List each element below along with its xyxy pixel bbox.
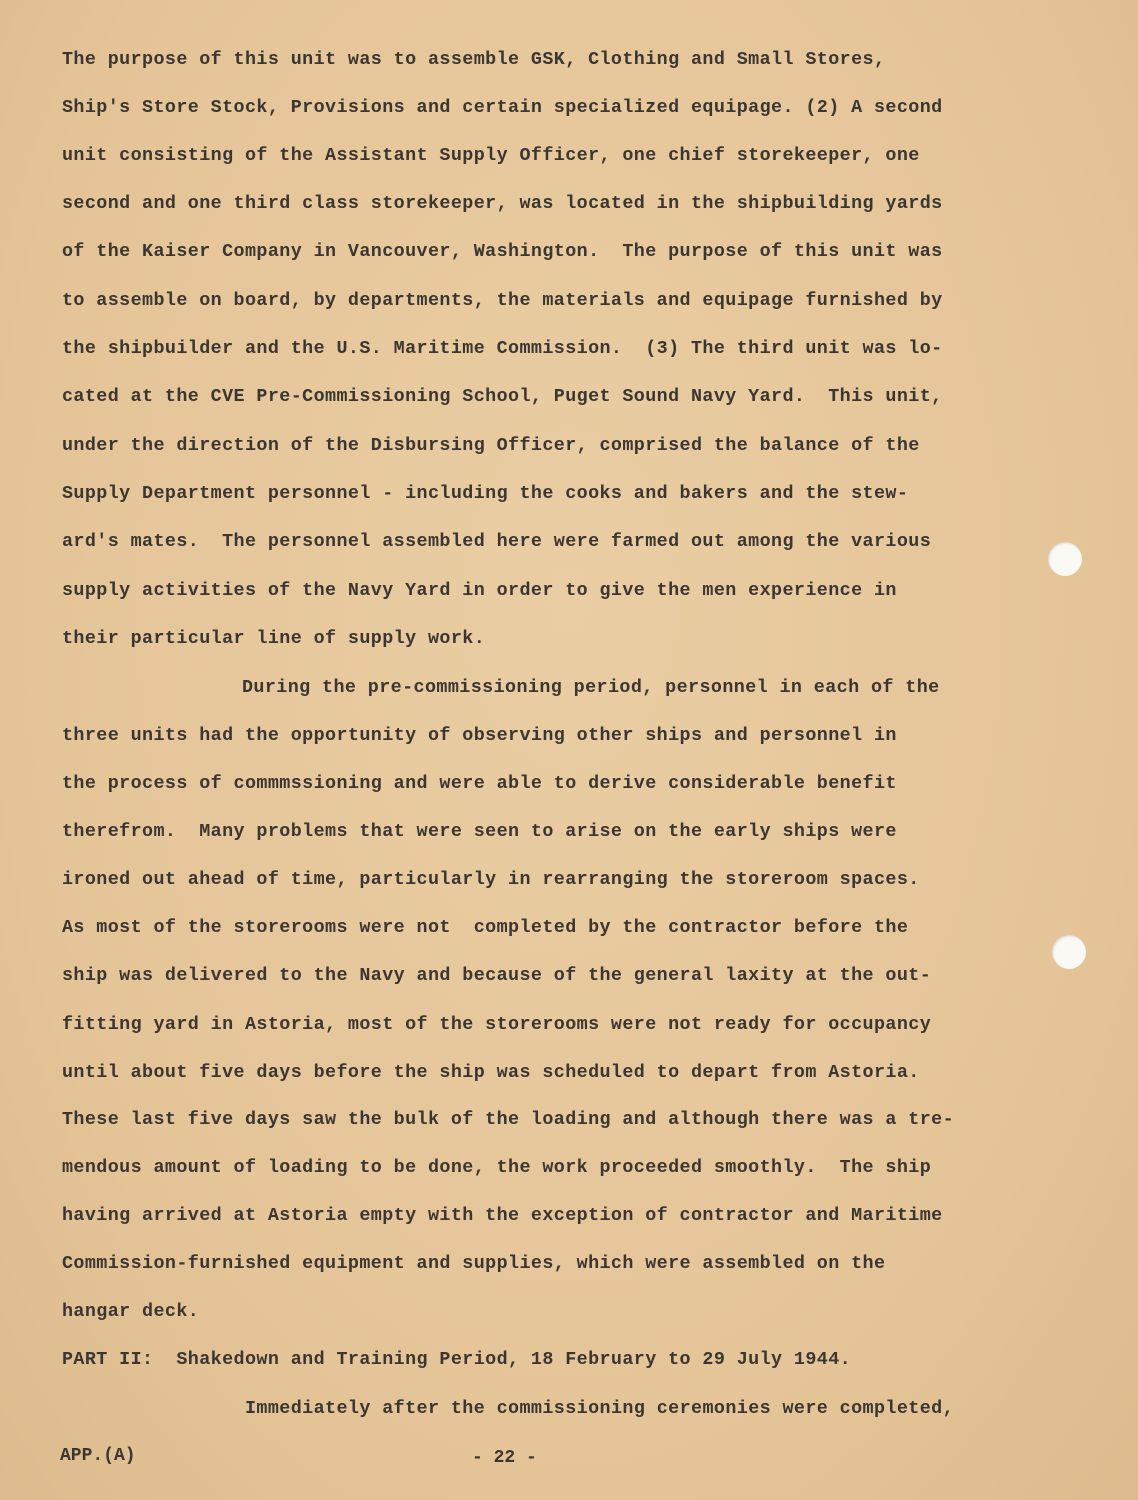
section-heading: PART II: Shakedown and Training Period, 18 February to 29 July 1944. [62, 1349, 852, 1370]
text-line: second and one third class storekeeper, was located in the shipbuilding yards [62, 193, 943, 214]
text-line: fitting yard in Astoria, most of the storerooms were not ready for occupancy [62, 1014, 932, 1035]
text-line: mendous amount of loading to be done, the work proceeded smoothly. The ship [62, 1157, 932, 1178]
text-line: Immediately after the commissioning ceremonies were completed, [245, 1398, 955, 1419]
punch-hole-icon [1048, 542, 1082, 576]
text-line: the shipbuilder and the U.S. Maritime Commission. (3) The third unit was lo- [62, 338, 943, 359]
text-line: of the Kaiser Company in Vancouver, Washington. The purpose of this unit was [62, 241, 943, 262]
text-line: the process of commmssioning and were able to derive considerable benefit [62, 773, 897, 794]
text-line: therefrom. Many problems that were seen to arise on the early ships were [62, 821, 897, 842]
text-line: their particular line of supply work. [62, 628, 486, 649]
text-line: hangar deck. [62, 1301, 200, 1322]
text-line: having arrived at Astoria empty with the exception of contractor and Maritime [62, 1205, 943, 1226]
text-line: Commission-furnished equipment and supplies, which were assembled on the [62, 1253, 886, 1274]
text-line: unit consisting of the Assistant Supply Officer, one chief storekeeper, one [62, 145, 920, 166]
page-number: - 22 - [472, 1448, 537, 1468]
text-line: Supply Department personnel - including the cooks and bakers and the stew- [62, 483, 909, 504]
text-line: supply activities of the Navy Yard in order to give the men experience in [62, 580, 897, 601]
text-line: ironed out ahead of time, particularly in rearranging the storeroom spaces. [62, 869, 920, 890]
text-line: until about five days before the ship was scheduled to depart from Astoria. [62, 1062, 920, 1083]
text-line: The purpose of this unit was to assemble GSK, Clothing and Small Stores, [62, 49, 886, 70]
text-line: ship was delivered to the Navy and because of the general laxity at the out- [62, 965, 932, 986]
text-line: These last five days saw the bulk of the loading and although there was a tre- [62, 1109, 955, 1130]
appendix-label: APP.(A) [60, 1446, 136, 1466]
text-line: Ship's Store Stock, Provisions and certain specialized equipage. (2) A second [62, 97, 943, 118]
text-line: cated at the CVE Pre-Commissioning School, Puget Sound Navy Yard. This unit, [62, 386, 943, 407]
text-line: ard's mates. The personnel assembled here were farmed out among the various [62, 531, 932, 552]
text-line: under the direction of the Disbursing Officer, comprised the balance of the [62, 435, 920, 456]
text-line: three units had the opportunity of observing other ships and personnel in [62, 725, 897, 746]
text-line: During the pre-commissioning period, personnel in each of the [242, 677, 940, 698]
text-line: to assemble on board, by departments, the materials and equipage furnished by [62, 290, 943, 311]
punch-hole-icon [1052, 935, 1086, 969]
text-line: As most of the storerooms were not completed by the contractor before the [62, 917, 909, 938]
